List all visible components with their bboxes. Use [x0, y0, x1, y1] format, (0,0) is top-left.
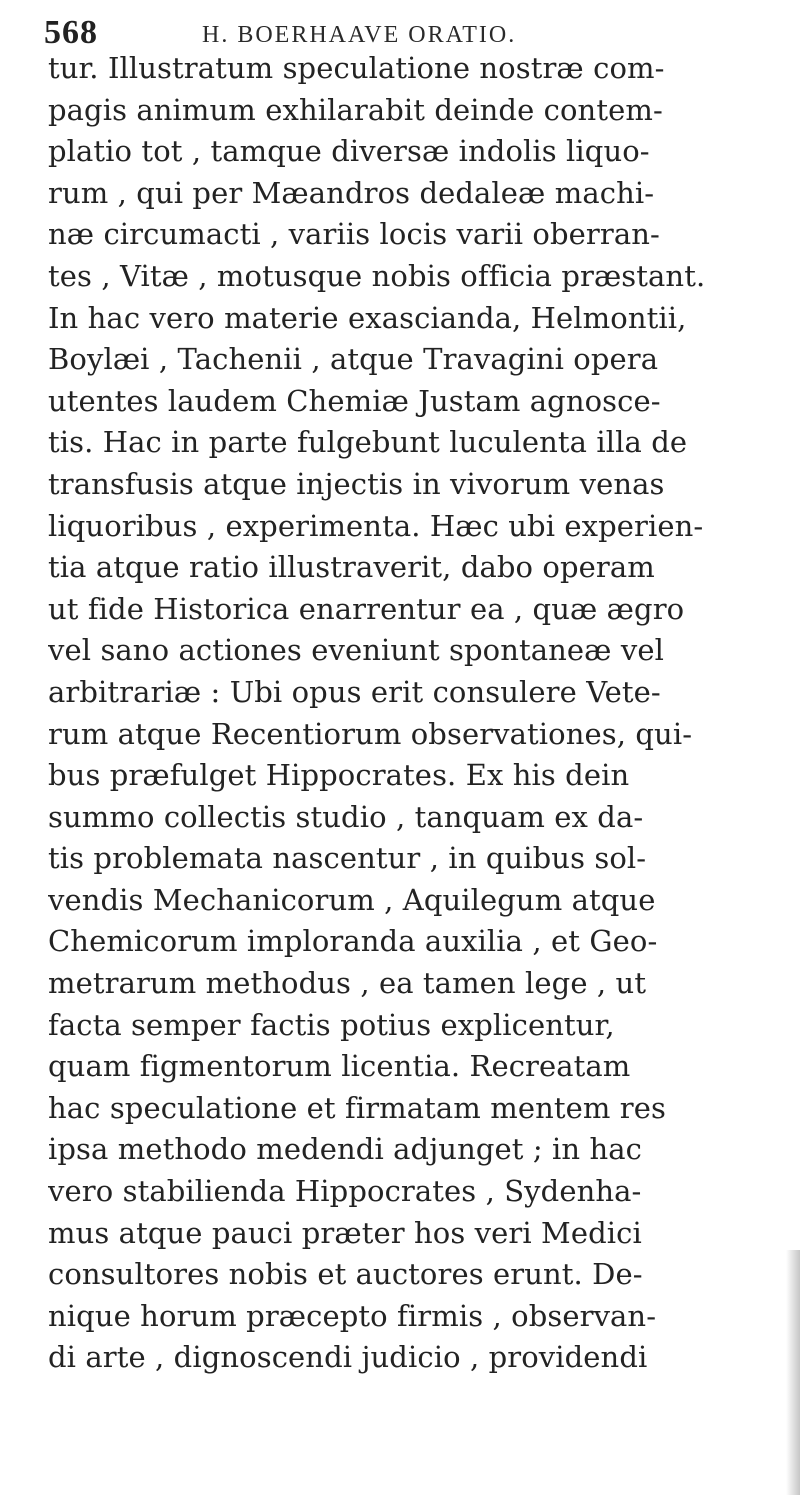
body-text	[48, 48, 778, 1379]
text-line: In hac vero materie exascianda, Helmontii,	[48, 300, 687, 335]
text-line: Chemicorum imploranda auxilia , et Geo-	[48, 924, 658, 959]
text-line: tur. Illustratum speculatione nostræ com-	[48, 51, 665, 85]
text-line: arbitrariæ : Ubi opus erit consulere Vete-	[48, 674, 661, 709]
text-line: tis. Hac in parte fulgebunt luculenta illa de	[48, 425, 688, 460]
text-line: summo collectis studio , tanquam ex da-	[48, 799, 644, 834]
text-line: pagis animum exhilarabit deinde contem-	[48, 92, 663, 127]
text-line: platio tot , tamque diversæ indolis liquo-	[48, 134, 650, 169]
text-line: nique horum præcepto firmis , observan-	[48, 1298, 657, 1333]
text-line: hac speculatione et firmatam mentem res	[48, 1090, 666, 1125]
text-line: rum , qui per Mæandros dedaleæ machi-	[48, 175, 655, 210]
page-number: 568	[44, 14, 98, 51]
page-edge-shadow	[786, 1250, 800, 1495]
text-line: næ circumacti , variis locis varii oberran-	[48, 217, 660, 252]
text-line: consultores nobis et auctores erunt. De-	[48, 1257, 643, 1292]
text-line: Boylæi , Tachenii , atque Travagini opera	[48, 342, 659, 377]
text-line: rum atque Recentiorum observationes, qui-	[48, 716, 693, 751]
text-line: di arte , dignoscendi judicio , providendi	[48, 1340, 648, 1375]
text-line: utentes laudem Chemiæ Justam agnosce-	[48, 383, 661, 418]
text-line: ut fide Historica enarrentur ea , quæ ægro	[48, 591, 685, 626]
text-line: bus præfulget Hippocrates. Ex his dein	[48, 758, 630, 793]
text-line: liquoribus , experimenta. Hæc ubi experien-	[48, 508, 704, 543]
text-line: mus atque pauci præter hos veri Medici	[48, 1215, 642, 1250]
text-line: ipsa methodo medendi adjunget ; in hac	[48, 1132, 643, 1167]
text-line: transfusis atque injectis in vivorum venas	[48, 466, 665, 501]
text-line: metrarum methodus , ea tamen lege , ut	[48, 966, 647, 1001]
text-line: tes , Vitæ , motusque nobis officia præstant.	[48, 258, 706, 293]
text-line: vero stabilienda Hippocrates , Sydenha-	[48, 1174, 642, 1209]
running-head: H. BOERHAAVE ORATIO.	[202, 22, 517, 48]
text-line: tia atque ratio illustraverit, dabo operam	[48, 550, 655, 585]
text-line: vel sano actiones eveniunt spontaneæ vel	[48, 633, 664, 668]
text-line: facta semper factis potius explicentur,	[48, 1007, 615, 1042]
text-line: vendis Mechanicorum , Aquilegum atque	[48, 882, 656, 917]
text-line: quam figmentorum licentia. Recreatam	[48, 1049, 631, 1084]
text-line: tis problemata nascentur , in quibus sol-	[48, 841, 647, 876]
